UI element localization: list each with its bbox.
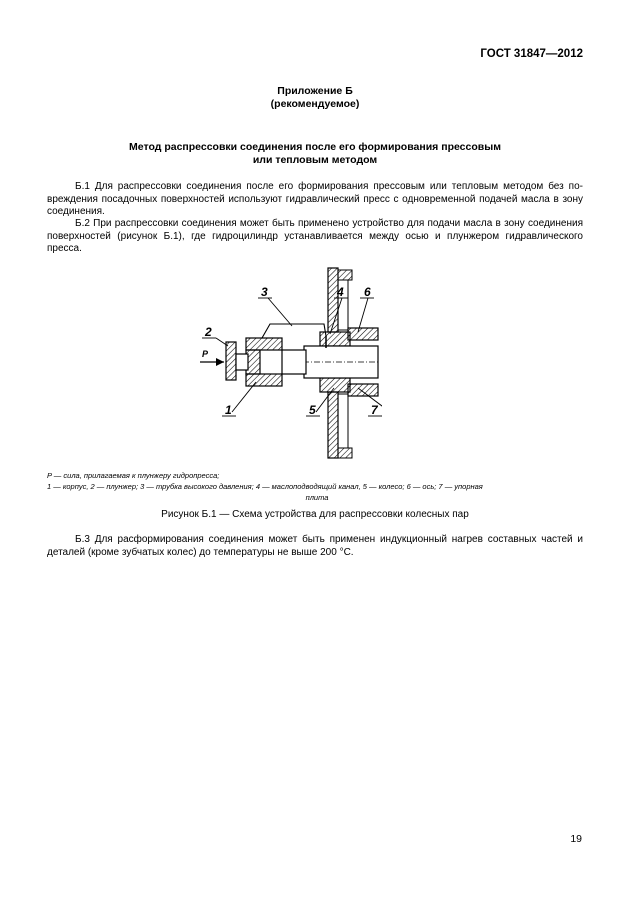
pressure-tube-shape — [262, 324, 326, 338]
paragraph-b1: Б.1 Для распрессовки соединения после его формирования прессовым или тепловым методом без по-вреждения посадочных поверхностей используют гидравлический пресс с одновременной подачей масла в зону соединения. — [47, 181, 583, 217]
paragraph-b3: Б.3 Для расформирования соединения может быть применен индукционный нагрев составных частей и деталей (кроме зубчатых колес) до температуры не выше 200 °С. — [47, 534, 583, 558]
housing-shape — [246, 338, 282, 386]
force-label: P — [202, 349, 209, 359]
appendix-title: Приложение Б — [277, 85, 353, 97]
callout-6: 6 — [364, 285, 371, 299]
plunger-shape — [226, 342, 236, 380]
section-title-line1: Метод распрессовки соединения после его формирования прессовым — [129, 141, 501, 153]
page-number: 19 — [570, 833, 582, 845]
document-code: ГОСТ 31847—2012 — [480, 48, 583, 60]
figure-device-schematic — [192, 266, 382, 462]
callout-1: 1 — [225, 403, 232, 417]
device-schematic-drawing — [192, 266, 382, 462]
legend-line-1: P — сила, прилагаемая к плунжеру гидропресса; — [47, 471, 220, 480]
callout-7: 7 — [371, 403, 378, 417]
callout-4: 4 — [337, 285, 344, 299]
section-title-line2: или тепловым методом — [252, 154, 378, 166]
legend-line-2: 1 — корпус, 2 — плунжер; 3 — трубка высокого давления; 4 — маслоподводящий канал, 5 — колесо; 6 — ось; 7 — упорная — [47, 482, 483, 491]
callout-5: 5 — [309, 403, 316, 417]
legend-line-3: плита — [305, 493, 329, 502]
paragraph-b2: Б.2 При распрессовки соединения может быть применено устройство для подачи масла в зону соединения поверхностей (рисунок Б.1), где гидроцилиндр устанавливается между осью и плунжером гидравлического пресса. — [47, 218, 583, 254]
figure-legend — [47, 470, 587, 503]
callout-2: 2 — [205, 325, 212, 339]
figure-caption: Рисунок Б.1 — Схема устройства для распрессовки колесных пар — [161, 509, 469, 520]
appendix-status: (рекомендуемое) — [270, 98, 360, 110]
callout-3: 3 — [261, 285, 268, 299]
